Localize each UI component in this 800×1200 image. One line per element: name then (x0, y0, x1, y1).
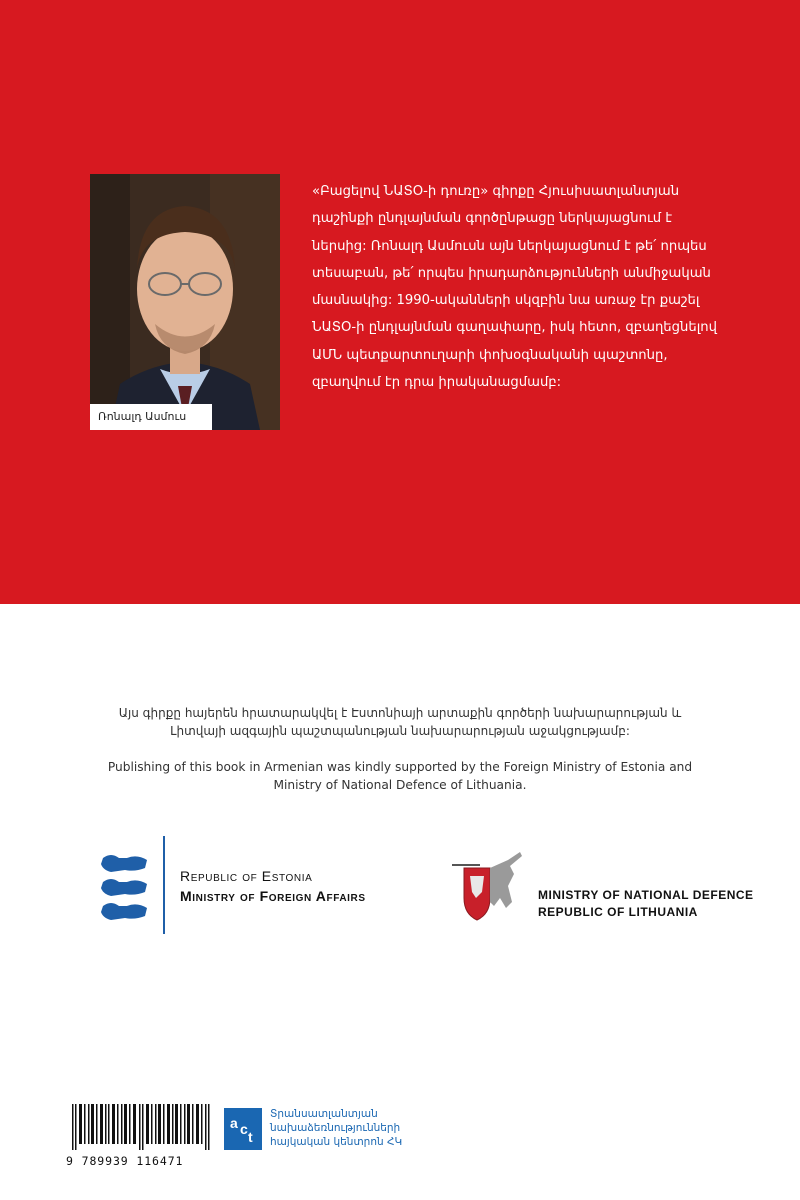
isbn-number: 9 789939 116471 (66, 1154, 184, 1168)
lithuania-ministry-logo (538, 887, 754, 921)
support-note-armenian: Այս գիրքը հայերեն հրատարակվել է Էստոնիայի արտաքին գործերի նախարարության և Լիտվայի ազգային պաշտպանության նախարարության աջակցությամբ: (118, 706, 682, 738)
lithuania-line-2: REPUBLIC OF LITHUANIA (538, 905, 698, 919)
author-photo (90, 174, 280, 430)
estonia-ministry-logo (180, 866, 366, 906)
svg-text:c: c (240, 1121, 248, 1137)
estonia-line-1: Republic of Estonia (180, 868, 313, 884)
svg-text:a: a (230, 1115, 238, 1131)
center-name-line-3: հայկական կենտրոն ՀԿ (270, 1136, 403, 1148)
center-logo-icon (224, 1108, 262, 1150)
center-name-line-2: նախաձեռնությունների (270, 1122, 401, 1134)
barcode-bars (72, 1104, 210, 1150)
book-blurb (312, 178, 722, 396)
vytis-knight-emblem-icon (450, 846, 530, 926)
support-note-english: Publishing of this book in Armenian was kindly supported by the Foreign Ministry of Estonia and Ministry of National Defence of Lithuania. (107, 760, 693, 792)
estonia-divider (163, 836, 165, 934)
three-lions-crest-icon (97, 852, 153, 924)
center-name-line-1: Տրանսատլանտյան (270, 1108, 378, 1120)
lithuania-line-1: MINISTRY OF NATIONAL DEFENCE (538, 888, 754, 902)
photo-caption: Ռոնալդ Ասմուս (90, 404, 212, 430)
estonia-line-2: Ministry of Foreign Affairs (180, 888, 366, 904)
blurb-text: «Բացելով ՆԱՏՕ-ի դուռը» գիրքը Հյուսիսատլանտյան դաշինքի ընդլայնման գործընթացը ներկայացնում է ներսից: Ռոնալդ Ասմուսն այն ներկայացնում է թե՛ որպես տեսաբան, թե՛ որպես իրադարձությունների անմիջական մասնակից: 1990-ականների սկզբին նա առաջ էր քաշել ՆԱՏՕ-ի ընդլայնման գաղափարը, իսկ հետո, զբաղեցնելով ԱՄՆ պետքարտուղարի փոխօգնականի պաշտոնը, զբաղվում էր դրա իրականացմամբ: (312, 184, 718, 391)
svg-text:t: t (248, 1129, 253, 1145)
isbn-barcode (66, 1104, 216, 1172)
center-name (270, 1107, 402, 1149)
author-portrait-image (90, 174, 280, 430)
